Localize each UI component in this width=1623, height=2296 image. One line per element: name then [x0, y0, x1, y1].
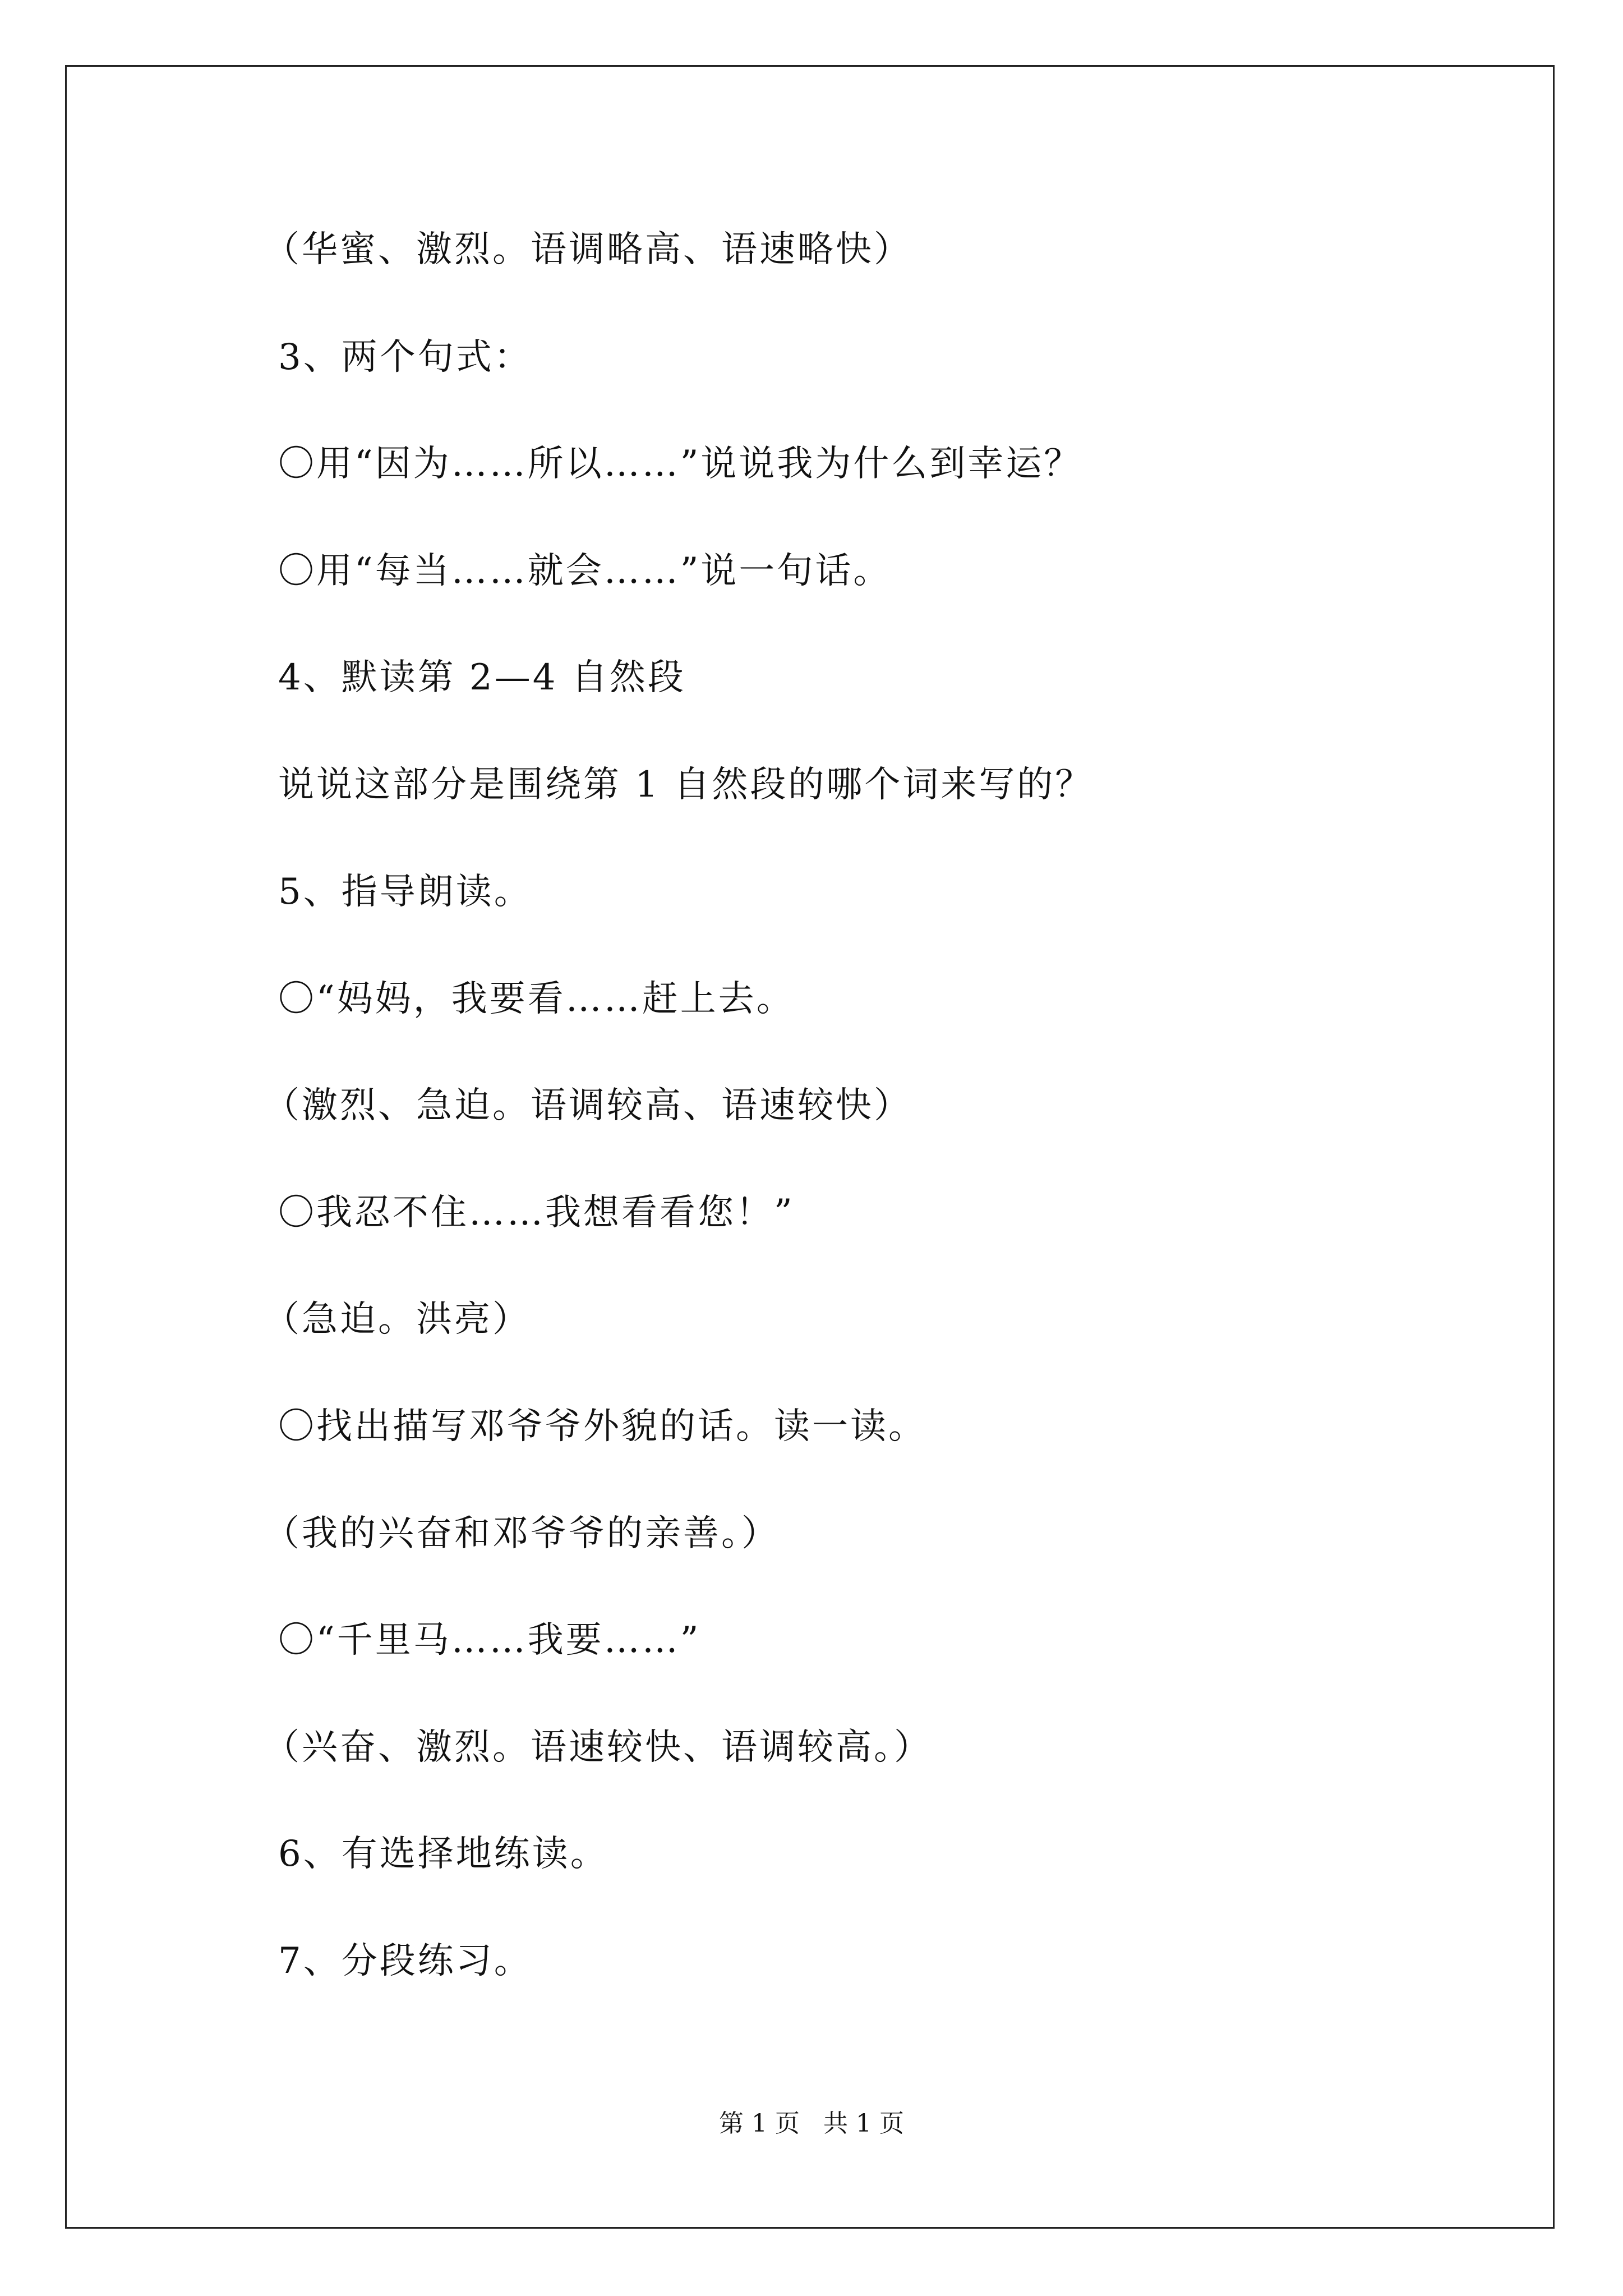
text-line: （华蜜、激烈。语调略高、语速略快）	[264, 229, 912, 270]
text-line: 7、分段练习。	[278, 1940, 532, 1982]
page-border	[65, 65, 1555, 2229]
page-number-footer: 第 1 页 共 1 页	[719, 2109, 904, 2138]
text-line: 5、指导朗读。	[278, 871, 532, 913]
text-line: 〇“千里马……我要……”	[278, 1619, 701, 1661]
text-line: 说说这部分是围绕第 1 自然段的哪个词来写的？	[278, 764, 1094, 806]
text-line: （急迫。洪亮）	[264, 1299, 531, 1340]
text-line: （我的兴奋和邓爷爷的亲善。）	[264, 1513, 780, 1554]
text-line: 〇我忍不住……我想看看您！”	[278, 1192, 795, 1234]
text-line: 4、默读第 2—4 自然段	[278, 657, 686, 698]
text-line: 〇用“因为……所以……”说说我为什么到幸运？	[278, 443, 1082, 485]
text-line: （兴奋、激烈。语速较快、语调较高。）	[264, 1727, 932, 1768]
text-line: 〇用“每当……就会……”说一句话。	[278, 550, 892, 592]
text-line: （激烈、急迫。语调较高、语速较快）	[264, 1085, 912, 1126]
text-line: 〇找出描写邓爷爷外貌的话。读一读。	[278, 1406, 926, 1447]
text-line: 6、有选择地练读。	[278, 1833, 608, 1875]
text-line: 〇“妈妈，我要看……赶上去。	[278, 978, 795, 1020]
text-line: 3、两个句式：	[278, 337, 532, 378]
